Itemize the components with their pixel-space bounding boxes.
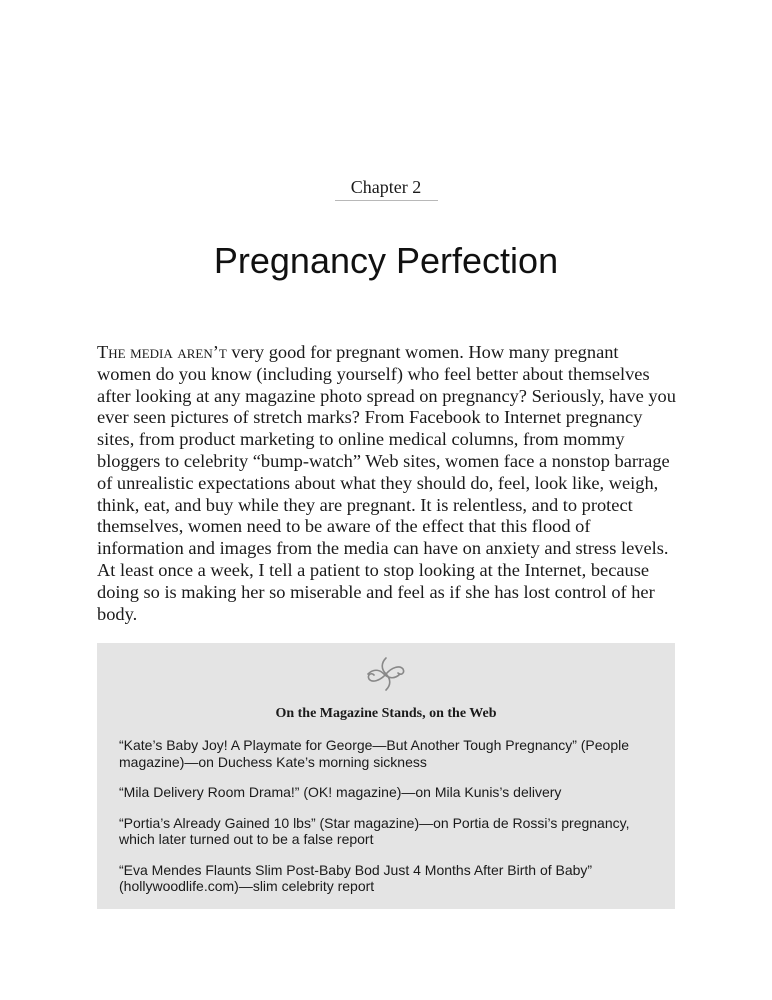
sidebar-item: “Kate’s Baby Joy! A Playmate for George—But Another Tough Pregnancy” (People magazine)—on Duchess Kate’s morning sickness (119, 737, 630, 770)
sidebar-list (119, 737, 649, 909)
lead-in: The media aren’t (97, 342, 227, 362)
sidebar-item: “Mila Delivery Room Drama!” (OK! magazine)—on Mila Kunis’s delivery (119, 784, 562, 800)
sidebar-item: “Eva Mendes Flaunts Slim Post-Baby Bod Just 4 Months After Birth of Baby” (hollywoodlife.com)—slim celebrity report (119, 861, 593, 894)
sidebar-box (97, 643, 675, 909)
sidebar-heading: On the Magazine Stands, on the Web (275, 706, 497, 721)
flourish-ornament-icon (365, 655, 407, 693)
chapter-title: Pregnancy Perfection (213, 240, 559, 281)
chapter-label: Chapter 2 (350, 177, 422, 197)
body-text: very good for pregnant women. How many pregnant women do you know (including yourself) who feel better about themselves after looking at any magazine photo spread on pregnancy? Seriously, have you ever seen pictures of stretch marks? From Facebook to Internet pregnancy sites, from product marketing to online medical columns, from mommy bloggers to celebrity “bump-watch” Web sites, women face a nonstop barrage of unrealistic expectations about what they should do, feel, look like, weigh, think, eat, and buy while they are pregnant. It is relentless, and to protect themselves, women need to be aware of the effect that this flood of information and images from the media can have on anxiety and stress levels. At least once a week, I tell a patient to stop looking at the Internet, because doing so is making her so miserable and feel as if she has lost control of her body. (97, 342, 676, 624)
chapter-rule (335, 200, 438, 201)
sidebar-item: “Portia’s Already Gained 10 lbs” (Star magazine)—on Portia de Rossi’s pregnancy, which later turned out to be a false report (119, 814, 630, 847)
body-paragraph (97, 342, 677, 625)
